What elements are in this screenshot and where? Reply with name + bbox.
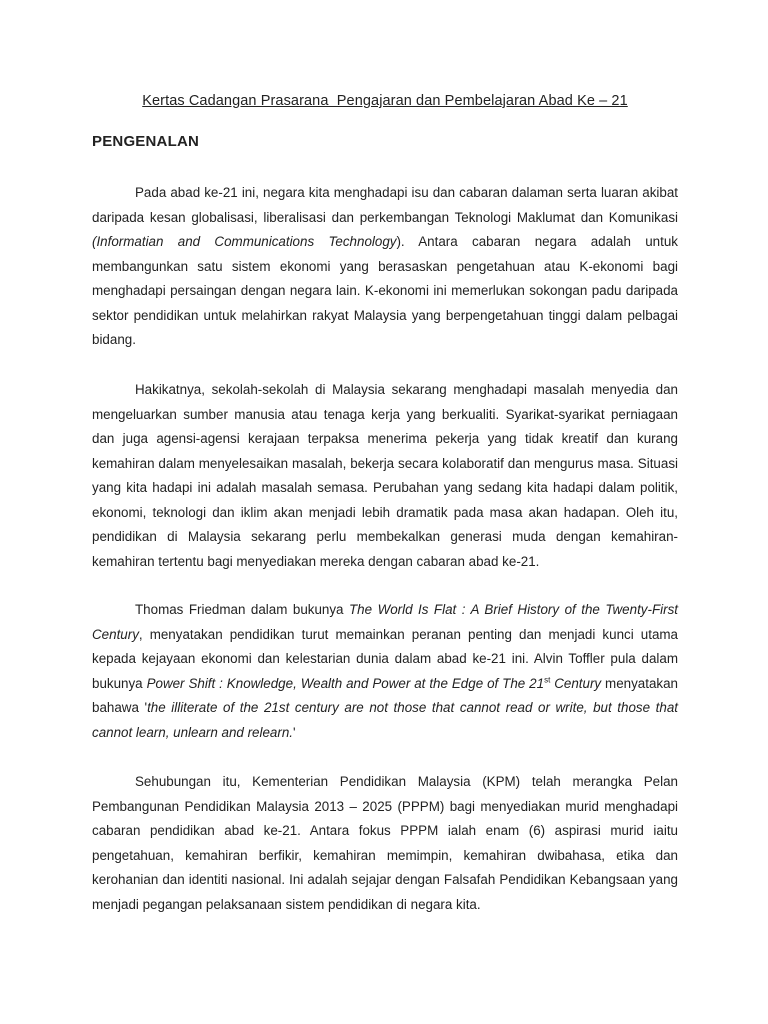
paragraph-1-text-c: ). Antara cabaran negara adalah untuk membangunkan satu sistem ekonomi yang berasaskan pengetahuan atau K-ekonomi bagi menghadapi persaingan dengan negara lain. K-ekonomi ini memerlukan sokongan padu daripada sektor pendidikan untuk melahirkan rakyat Malaysia yang berpengetahuan tinggi dalam pelbagai bidang. — [92, 234, 678, 347]
paragraph-3-quote: the illiterate of the 21st century are not those that cannot read or write, but those that cannot learn, unlearn and relearn. — [92, 700, 678, 740]
paragraph-1-italic: (Informatian and Communications Technology — [92, 234, 397, 249]
paragraph-3-superscript: st — [544, 675, 551, 685]
paragraph-1-text-a: Pada abad ke-21 ini, negara kita menghadapi isu dan cabaran dalaman serta luaran akibat daripada kesan globalisasi, liberalisasi dan perkembangan Teknologi Maklumat dan Komunikasi — [92, 185, 678, 225]
paragraph-3-book-title-2: Power Shift : Knowledge, Wealth and Power at the Edge of The 21 — [146, 675, 545, 691]
paragraph-3-text-i: ' — [293, 724, 296, 740]
paragraph-3-text-g: menyatakan bahawa ' — [92, 675, 679, 715]
paragraph-3-text-a: Thomas Friedman dalam bukunya — [135, 602, 349, 617]
paragraph-3-book-title-2-end: Century — [550, 675, 602, 691]
paragraph-3-text-c: , menyatakan pendidikan turut memainkan peranan penting dan menjadi kunci utama kepada kejayaan ekonomi dan kelestarian dunia dalam abad ke-21 ini. Alvin Toffler pula dalam bukunya — [92, 626, 678, 691]
paragraph-4: Sehubungan itu, Kementerian Pendidikan Malaysia (KPM) telah merangka Pelan Pembangunan Pendidikan Malaysia 2013 – 2025 (PPPM) bagi menyediakan murid menghadapi cabaran pendidikan abad ke-21. Antara fokus PPPM ialah enam (6) aspirasi murid iaitu pengetahuan, kemahiran berfikir, kemahiran memimpin, kemahiran dwibahasa, etika dan kerohanian dan identiti nasional. Ini adalah sejajar dengan Falsafah Pendidikan Kebangsaan yang menjadi pegangan pelaksanaan sistem pendidikan di negara kita. — [92, 774, 678, 912]
paragraph-1 — [92, 181, 678, 353]
paragraph-2: Hakikatnya, sekolah-sekolah di Malaysia sekarang menghadapi masalah menyedia dan mengeluarkan sumber manusia atau tenaga kerja yang berkualiti. Syarikat-syarikat perniagaan dan juga agensi-agensi kerajaan terpaksa menerima pekerja yang tidak kreatif dan kurang kemahiran dalam menyelesaikan masalah, bekerja secara kolaboratif dan mengurus masa. Situasi yang kita hadapi ini adalah masalah semasa. Perubahan yang sedang kita hadapi dalam politik, ekonomi, teknologi dan iklim akan menjadi lebih dramatik pada masa akan hadapan. Oleh itu, pendidikan di Malaysia sekarang perlu membekalkan generasi muda dengan kemahiran-kemahiran tertentu bagi menyediakan mereka dengan cabaran abad ke-21. — [92, 382, 678, 569]
paragraph-3 — [92, 598, 678, 745]
paragraph-3-book-title-1: The World Is Flat : A Brief History of the Twenty-First Century — [92, 602, 678, 642]
section-heading: PENGENALAN — [92, 133, 200, 150]
document-title: Kertas Cadangan Prasarana Pengajaran dan Pembelajaran Abad Ke – 21 — [142, 93, 628, 109]
